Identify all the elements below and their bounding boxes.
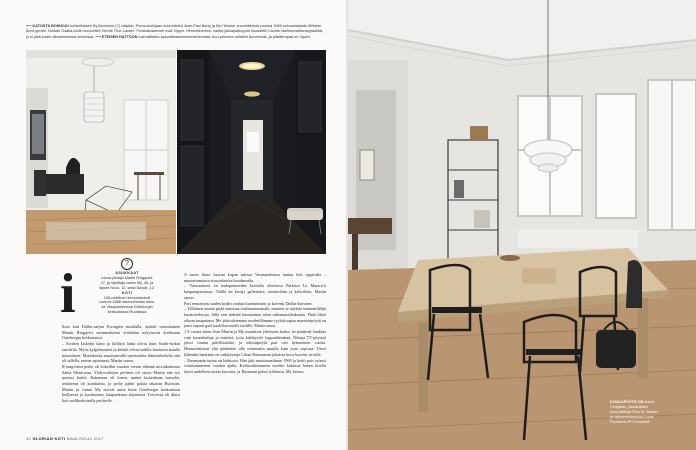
info-line: lapset Nova, 12, sekä Nanok, 12. (99, 285, 155, 290)
living-room-photo (26, 50, 176, 254)
paragraph: R inagvistin perhe oli kokeillut vuoden verran elämää ascrinkatieona Santa Monicassa. Yhdysvaltojen perheen oli vireyt Martin täte työ maassa kuitla. Kukaenan oli lomat, muttei kuitenkaan tuuvalta, tettäärenä oli konttiartai, ja perhe päätti palata takaisin Ruotsiin. Martin ja vaimo My etsivät uutta kotia Göteborgin keskustasta heillaessä jo kuvittuinen, kaupunkinsa käymässä. Toiveissa oli tilava koti neilikerkoisella perheelle. (62, 363, 180, 404)
info-line: keskustassa Ruotsissa (107, 310, 147, 315)
paragraph: – Tällainen asunto pitää ennottaa vaalimattunanaki, muuten se näyttää tenninaillälijä huonosteleysta. Sillä oon tärkeää kunnioittaa talon rakennusaikakautta. Pitää lilytä oikeaa tasapainoa. Me yksituletemme modeelilamme tyylejä sapaa marmoripöytä on juuri suprau gazi kaaleikuosuelle tuolille, Martin anoo. (184, 306, 326, 329)
info-line: KOTI (121, 290, 133, 295)
info-line: 156-neliöinen kerrostalokoti (103, 295, 151, 300)
paragraph: – Ewinen laskettu katto ja kiillävä lattia olivat kuin South-forkin ranchilla. Myös kylpyhuoneet ja keittiö olivat todella huonosta maalla muutoksen. Muttakoska asuntomvallä operistäitse ihmisinkokelta että oli tallella, erotne opistmeet, Martin sanoo. (62, 341, 180, 364)
paragraph: – Basemanin tarina on kiehtova. Hän jätti muotimaailman 1969 ja heitti pois työnsä sotaistuimmeen vuoden ajalta. Kaltirosktimmeen vuoden kuluttua hänen tittelin tärytt uudelleen tuotta kasvista, ja Baseman palasi työhönsä, My kertoo. (184, 357, 326, 374)
dining-caption-bold: KUUKAPÖYTÄ ON (610, 400, 644, 404)
paragraph: lloin kun Dallas-sarjan Ewingien maailalla, ajatteli ruotsalainen Martin Ringqvist ensimmäisenä viittäälan nykyisessä kodissaan Göteborgin keskustassa. (62, 324, 180, 341)
caption-text-2: voimoliitetan kasvatitaaalmeenmeinenmaa. Arvi-perneen ostettiin Annemolla, ja pitalliempaa on Vippin. (138, 34, 311, 39)
info-title: ASUKKAAT (115, 271, 139, 275)
article-column-2 (184, 272, 326, 375)
info-line: 47, ja sijoittaja vaimo My, 45, ja (100, 280, 154, 285)
paragraph: A sunto ihaso luovan kopan talossa Vasastadenissa tuntuu heti oppivalla – muutettamaisia sisusteksessa hoodmaalta. (184, 272, 326, 283)
dining-caption-text: David Ceagelan, jakkaraiden suunnittelijat Paul M. Volmer ja valosemokolmion Louis Poulsenin PH Snowball. (610, 400, 658, 424)
info-line: Luova johtaja Martin Ringqvist, (101, 275, 153, 280)
info-line: sa Vasastadenissa Göteborgin (101, 305, 153, 310)
caption-arrow-left-icon: ⟵ (26, 24, 32, 28)
hallway-illustration (177, 50, 326, 254)
page-folio (26, 436, 104, 441)
issue-label: MAALISKUU 2017 (66, 436, 104, 441)
paragraph: Pari remontoisi uuden kodin vanhaa kunnioittaen ja kuvensi Dallas-kuvasen. (184, 300, 313, 306)
paragraph: 1 8 vuotta sitten Jean Martin ja My muuttivat yhteiseen kotiin, he päättivät hankkia vain huonekaluja ja esineitä, joita kiirhtyvöö loppuelämänsä. Nöinpi TV-pöytäsä joissi vaanta päivillautitäo, ja odoraapöytä pari oiei kymmenen vuotta. Hemuodattavat yhä päätteitäo olla seisemalta muulla kuin juuri sopivaa. Tässä lilämään hankinta on vaikkavaaja Lilian Basemanin jokaista kova koretta, sevalla. (184, 329, 326, 357)
dining-caption (610, 400, 660, 425)
top-caption (26, 24, 326, 40)
caption-bold-2: ETEISEN HATTOON (101, 34, 138, 39)
article-column-1 (62, 324, 180, 404)
drop-cap: i (60, 263, 76, 325)
hallway-photo (177, 50, 326, 254)
question-mark-icon: ? (121, 258, 133, 270)
living-room-illustration (26, 50, 176, 254)
caption-text-1: hollantilaisen By illuminien (?) valaisin. Penta-tuolejaan suunnitellut Jean-Paul Barry ja Kim Wotzer suunnittelivat vuonna 1969 sohvasissaala Wilhelm Bohr-gerdin. Nurkan Osaka-tuolin suunnitteli Henrik Thor-Larsen. Prosbakaatemet ovat Vippin. Henrinahenmn, vanha jakkapalkoppat huudattiin Laurits vanhemosittunappaaliksi, jo ei ylsä kodin ulkosemmissa versiossa. (26, 24, 324, 39)
info-line: vuonna 1888 rakennetussa talos- (98, 300, 156, 305)
dining-room-photo (348, 0, 696, 450)
page-number: 32 (26, 436, 32, 441)
caption-bold-1: KATOSTA ROIKKUU (32, 24, 69, 28)
right-page (348, 0, 696, 450)
paragraph: – Vasastanissa on nadeponnoiden korttelia oleasessa Parkista Le Marace'n kaupunginosassa. Täällä on kivoja gallerioita, ravintoloita ja kahviloita, Martin sanoo. (184, 283, 326, 300)
magazine-name: GLORIAN KOTI (32, 436, 66, 441)
caption-arrow-right-icon: ⟶ (95, 34, 101, 39)
info-box (96, 271, 158, 315)
